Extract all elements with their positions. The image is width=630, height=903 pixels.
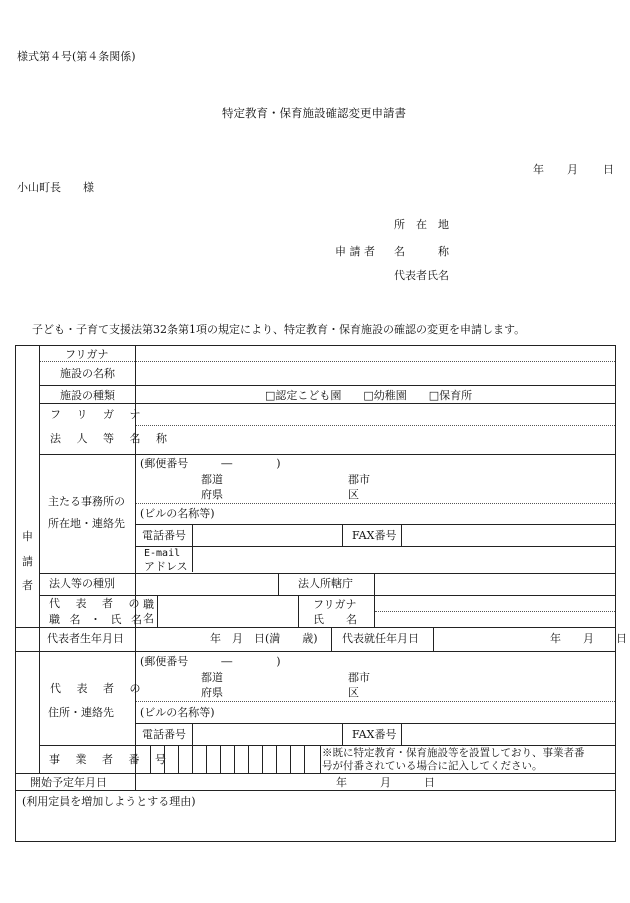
rep-ku: 区: [348, 686, 359, 699]
facility-name-field[interactable]: [136, 362, 615, 384]
rep-building[interactable]: (ビルの名称等): [140, 706, 215, 719]
rep-gunshi: 郡市: [348, 671, 370, 684]
rep-phone-field[interactable]: [193, 724, 342, 745]
position-label-1: 職: [143, 598, 154, 611]
applicant-label: 申 請 者: [335, 245, 375, 258]
furigana-label: フリガナ: [65, 348, 109, 361]
office-fax-label: FAX番号: [352, 529, 397, 542]
reason-label: (利用定員を増加しようとする理由): [22, 795, 196, 808]
business-no-label: 事 業 者 番 号: [49, 753, 172, 766]
rep-label-1: 代 表 者 の: [49, 597, 146, 610]
office-gunshi: 郡市: [348, 473, 370, 486]
office-ku: 区: [348, 488, 359, 501]
date-day: 日: [603, 163, 614, 176]
office-fuken: 府県: [201, 488, 223, 501]
corp-authority-label: 法人所轄庁: [298, 577, 353, 590]
facility-name-label: 施設の名称: [60, 367, 115, 380]
office-phone-label: 電話番号: [142, 529, 186, 542]
business-note-1: ※既に特定教育・保育施設等を設置しており、事業者番: [322, 747, 585, 759]
rep-furigana-label: フリガナ: [313, 598, 357, 611]
rep-name-field[interactable]: [375, 612, 615, 627]
rep-name-label: 氏 名: [313, 613, 357, 626]
side-label-2: 請: [22, 555, 33, 568]
rep-label-2: 職 名 ・ 氏 名: [49, 613, 145, 626]
facility-type-options[interactable]: □認定こども園 □幼稚園 □保育所: [265, 389, 473, 402]
side-label-1: 申: [22, 530, 33, 543]
corp-authority-field[interactable]: [375, 574, 615, 594]
corp-name-label: 法 人 等 名 称: [50, 432, 173, 445]
corp-name-field[interactable]: [136, 426, 615, 453]
applicant-location-label: 所 在 地: [394, 218, 449, 231]
corp-furigana-label: フ リ ガ ナ: [50, 408, 147, 421]
applicant-name-label: 名 称: [394, 245, 449, 258]
form-number: 様式第４号(第４条関係): [17, 50, 136, 63]
office-todo: 都道: [201, 473, 223, 486]
reason-field[interactable]: [16, 810, 615, 841]
office-label-1: 主たる事務所の: [48, 495, 125, 508]
side-column-divider: [39, 345, 40, 773]
start-date-label: 開始予定年月日: [30, 776, 107, 789]
rep-appointed-value[interactable]: 年 月 日: [550, 632, 627, 645]
office-fax-field[interactable]: [402, 525, 615, 546]
office-building[interactable]: (ビルの名称等): [140, 507, 215, 520]
business-note-2: 号が付番されている場合に記入してください。: [322, 760, 543, 772]
date-year: 年: [533, 163, 544, 176]
applicant-rep-label: 代表者氏名: [394, 269, 449, 282]
side-label-3: 者: [22, 579, 33, 592]
rep-fax-label: FAX番号: [352, 728, 397, 741]
rep-appointed-label: 代表就任年月日: [342, 632, 419, 645]
business-no-field[interactable]: [136, 746, 320, 773]
rep-birth-value[interactable]: 年 月 日(満 歳): [210, 632, 318, 645]
office-label-2: 所在地・連絡先: [48, 517, 125, 530]
position-label-2: 名: [143, 612, 154, 625]
office-postal[interactable]: (郵便番号 ― ): [140, 457, 281, 470]
document-title: 特定教育・保育施設確認変更申請書: [222, 106, 406, 120]
addressee: 小山町長 様: [17, 181, 94, 194]
rep-fuken: 府県: [201, 686, 223, 699]
office-email-label-1: E-mail: [144, 548, 181, 559]
office-phone-field[interactable]: [193, 525, 342, 546]
start-date-value[interactable]: 年 月 日: [336, 776, 435, 789]
office-email-label-2: アドレス: [144, 560, 188, 573]
intro-text: 子ども・子育て支援法第32条第1項の規定により、特定教育・保育施設の確認の変更を申請します。: [32, 323, 526, 336]
rep-todo: 都道: [201, 671, 223, 684]
rep-phone-label: 電話番号: [142, 728, 186, 741]
date-month: 月: [567, 163, 578, 176]
rep-addr-label-2: 住所・連絡先: [48, 706, 114, 719]
corp-type-field[interactable]: [136, 574, 278, 594]
rep-postal[interactable]: (郵便番号 ― ): [140, 655, 281, 668]
facility-type-label: 施設の種類: [60, 389, 115, 402]
corp-type-label: 法人等の種別: [49, 577, 115, 590]
rep-addr-label-1: 代 表 者 の: [50, 682, 147, 695]
rep-birth-label: 代表者生年月日: [47, 632, 124, 645]
rep-fax-field[interactable]: [402, 724, 615, 745]
office-email-field[interactable]: [193, 547, 615, 572]
position-field[interactable]: [158, 596, 298, 627]
